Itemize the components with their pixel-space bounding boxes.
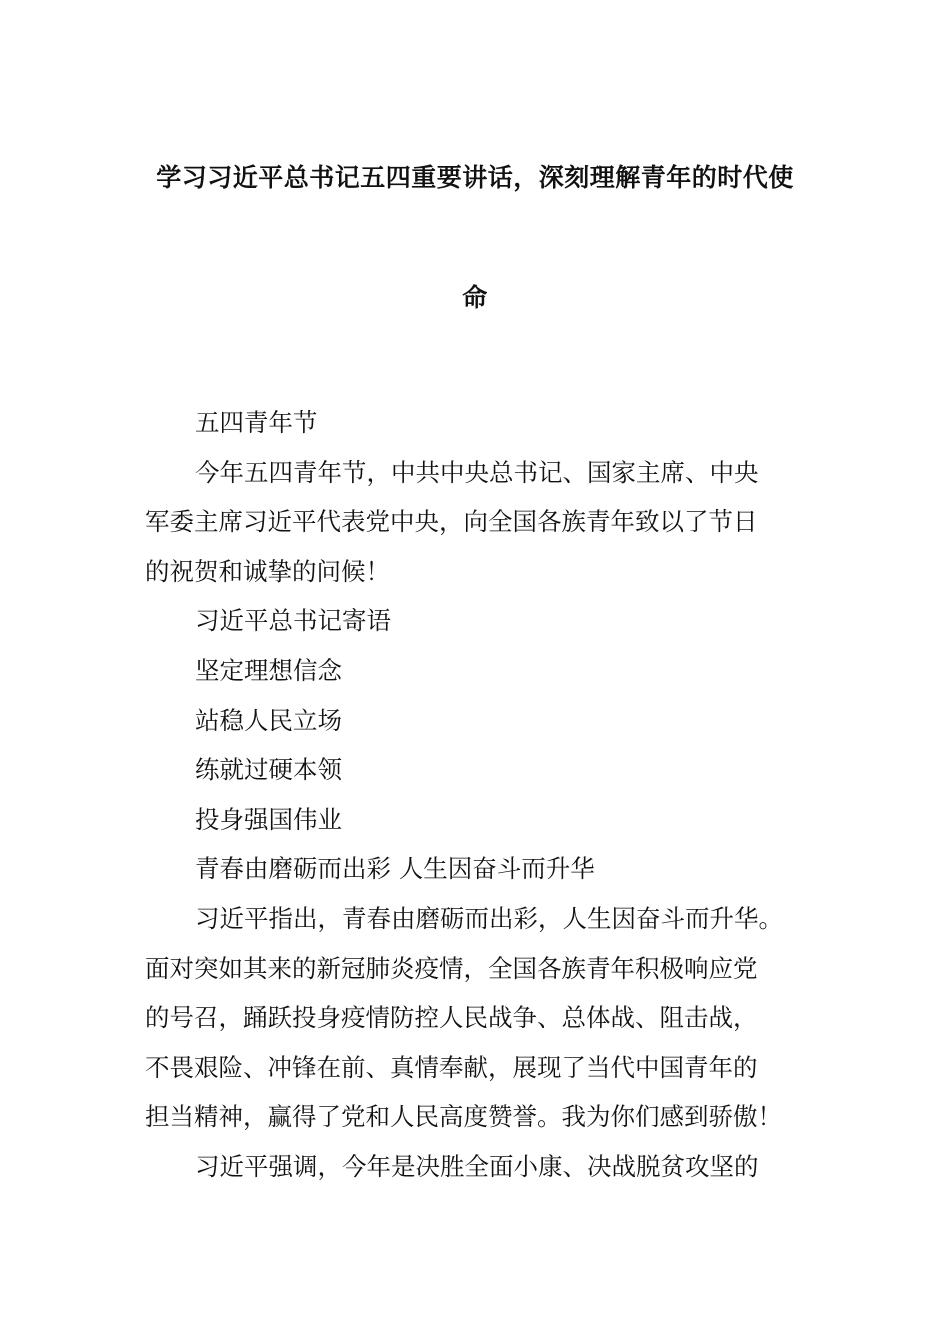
paragraph-line: 军委主席习近平代表党中央，向全国各族青年致以了节日 (145, 507, 758, 537)
paragraph-line: 面对突如其来的新冠肺炎疫情，全国各族青年积极响应党 (145, 953, 758, 983)
section-heading: 五四青年节 (195, 408, 318, 437)
paragraph-line: 的号召，踊跃投身疫情防控人民战争、总体战、阻击战， (145, 1003, 758, 1033)
motto-line: 坚定理想信念 (195, 655, 342, 685)
paragraph-line: 的祝贺和诚挚的问候！ (145, 556, 390, 586)
section-subheading: 青春由磨砺而出彩 人生因奋斗而升华 (195, 854, 595, 884)
paragraph-line: 习近平指出，青春由磨砺而出彩，人生因奋斗而升华。 (195, 903, 783, 933)
paragraph-line: 今年五四青年节，中共中央总书记、国家主席、中央 (195, 457, 759, 487)
document-body (145, 398, 810, 1192)
paragraph-line: 习近平强调，今年是决胜全面小康、决战脱贫攻坚的 (195, 1151, 759, 1181)
paragraph-line: 担当精神，赢得了党和人民高度赞誉。我为你们感到骄傲！ (145, 1102, 782, 1132)
document-title-line-1: 学习习近平总书记五四重要讲话，深刻理解青年的时代使 (156, 163, 794, 192)
motto-line: 投身强国伟业 (195, 804, 342, 834)
motto-line: 站稳人民立场 (195, 705, 342, 735)
section-heading: 习近平总书记寄语 (195, 606, 391, 636)
motto-line: 练就过硬本领 (195, 755, 342, 785)
document-title-line-2: 命 (462, 283, 488, 312)
paragraph-line: 不畏艰险、冲锋在前、真情奉献，展现了当代中国青年的 (145, 1052, 758, 1082)
